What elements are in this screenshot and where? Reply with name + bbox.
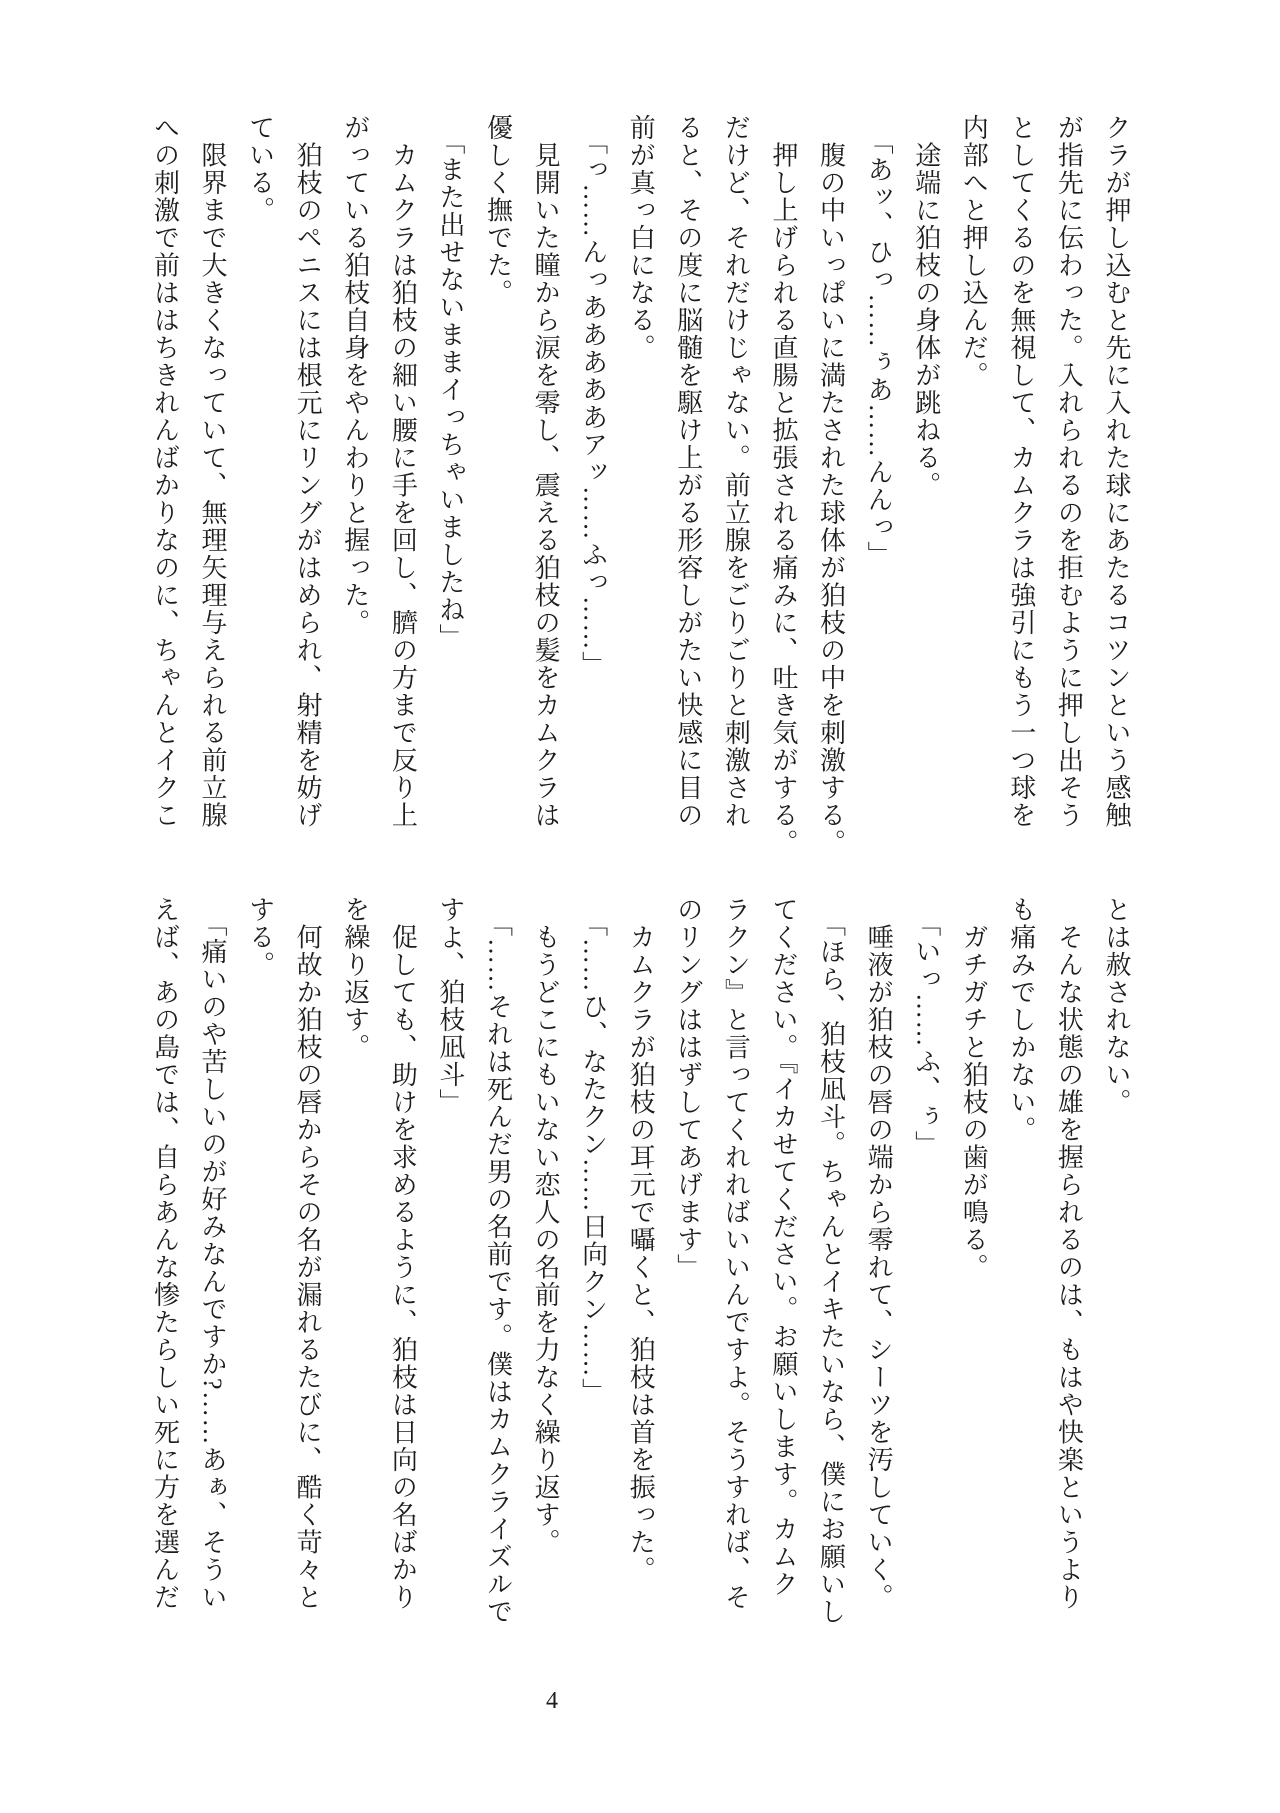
text-column: としてくるのを無視して、カムクラは強引にもう一つ球を (1006, 114, 1036, 829)
text-column: てください。『イカせてください。お願いします。カムク (768, 896, 798, 1598)
text-column: がっている狛枝自身をやんわりと握った。 (340, 114, 370, 637)
text-column: もうどこにもいない恋人の名前を力なく繰り返す。 (531, 896, 561, 1556)
text-column: 優しく撫でた。 (483, 114, 513, 307)
text-column: 「あッ、ひっ……ぅあ……んんっ」 (864, 114, 894, 569)
text-column: 「いっ……ふ、ぅ」 (911, 896, 941, 1158)
text-column: 「っ……んっあああああアッ……ふっ……」 (578, 114, 608, 679)
text-column: ている。 (245, 114, 275, 224)
text-column: が指先に伝わった。入れられるのを拒むように押し出そう (1054, 114, 1084, 829)
text-column: 途端に狛枝の身体が跳ねる。 (911, 114, 941, 499)
text-column: 「痛いのや苦しいのが好みなんですか?……あぁ、そうい (198, 896, 228, 1612)
text-column: 腹の中いっぱいに満たされた球体が狛枝の中を刺激する。 (816, 114, 846, 857)
text-column: も痛みでしかない。 (1006, 896, 1036, 1144)
text-column: を繰り返す。 (340, 896, 370, 1061)
text-column: 見開いた瞳から涙を零し、震える狛枝の髪をカムクラは (531, 114, 561, 829)
text-column: ガチガチと狛枝の歯が鳴る。 (959, 896, 989, 1281)
text-column: ラクン』と言ってくれればいいんですよ。そうすれば、そ (721, 896, 751, 1611)
text-block-top (141, 114, 1140, 862)
text-column: 「ほら、狛枝凪斗。ちゃんとイキたいなら、僕にお願いし (816, 896, 846, 1626)
text-column: 「また出せないままイっちゃいましたね」 (435, 114, 465, 651)
text-column: すよ、狛枝凪斗」 (435, 896, 465, 1116)
text-column: クラが押し込むと先に入れた球にあたるコツンという感触 (1102, 114, 1131, 829)
text-column: ると、その度に脳髄を駆け上がる形容しがたい快感に目の (673, 114, 703, 829)
text-column: への刺激で前ははちきれんばかりなのに、ちゃんとイクこ (150, 114, 180, 829)
text-column: カムクラは狛枝の細い腰に手を回し、臍の方まで反り上 (388, 114, 418, 829)
text-column: 内部へと押し込んだ。 (959, 114, 989, 389)
text-column: そんな状態の雄を握られるのは、もはや快楽というより (1054, 896, 1084, 1611)
text-column: えば、あの島では、自らあんな惨たらしい死に方を選んだ (150, 896, 180, 1611)
page-number: 4 (546, 1688, 558, 1714)
text-column: 押し上げられる直腸と拡張される痛みに、吐き気がする。 (768, 114, 798, 857)
text-column: する。 (245, 896, 275, 979)
text-column: 促しても、助けを求めるように、狛枝は日向の名ばかり (388, 896, 418, 1611)
text-column: のリングははずしてあげます」 (673, 896, 703, 1281)
text-column: 何故か狛枝の唇からその名が漏れるたびに、酷く苛々と (293, 896, 323, 1611)
text-column: 「……それは死んだ男の名前です。僕はカムクライズルで (483, 896, 513, 1626)
text-column: 「……ひ、なたクン……日向クン……」 (578, 896, 608, 1406)
text-column: 限界まで大きくなっていて、無理矢理与えられる前立腺 (198, 114, 228, 829)
text-column: 唾液が狛枝の唇の端から零れて、シーツを汚していく。 (864, 896, 894, 1611)
text-block-bottom (141, 896, 1140, 1644)
text-column: とは赦されない。 (1102, 896, 1131, 1116)
text-column: 狛枝のペニスには根元にリングがはめられ、射精を妨げ (293, 114, 323, 829)
text-column: だけど、それだけじゃない。前立腺をごりごりと刺激され (721, 114, 751, 829)
text-column: カムクラが狛枝の耳元で囁くと、狛枝は首を振った。 (626, 896, 656, 1584)
text-column: 前が真っ白になる。 (626, 114, 656, 362)
